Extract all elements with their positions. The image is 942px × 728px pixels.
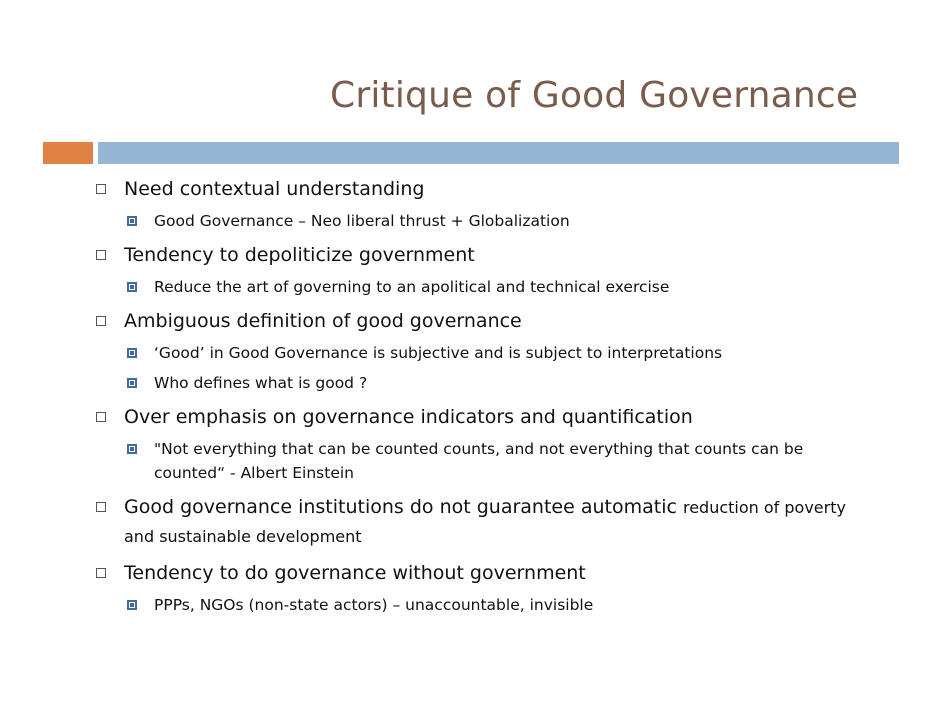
bullet-text: Over emphasis on governance indicators and quantification (124, 406, 693, 428)
accent-bar (43, 142, 93, 164)
bullet-text: Tendency to do governance without government (124, 562, 586, 584)
filled-square-bullet-icon (127, 378, 137, 388)
sub-bullet-apolitical (96, 275, 876, 299)
bullet-text: Tendency to depoliticize government (124, 244, 475, 266)
filled-square-bullet-icon (127, 348, 137, 358)
sub-bullet-text: Good Governance – Neo liberal thrust + Globalization (154, 212, 570, 230)
filled-square-bullet-icon (127, 282, 137, 292)
square-bullet-icon (96, 568, 106, 578)
sub-bullet-subjective (96, 341, 876, 365)
bullet-text: Ambiguous definition of good governance (124, 310, 522, 332)
bullet-depoliticize (96, 241, 876, 269)
sub-bullet-einstein-quote (96, 437, 876, 485)
sub-bullet-text: PPPs, NGOs (non-state actors) – unaccountable, invisible (154, 596, 594, 614)
sub-bullet-text: ‘Good’ in Good Governance is subjective and is subject to interpretations (154, 344, 723, 362)
square-bullet-icon (96, 250, 106, 260)
bullet-text: Need contextual understanding (124, 178, 425, 200)
square-bullet-icon (96, 316, 106, 326)
sub-bullet-who-defines (96, 371, 876, 395)
bullet-text: Good governance institutions do not guarantee automatic (124, 496, 677, 518)
bullet-detail-text: reduction of poverty and sustainable development (124, 498, 846, 546)
square-bullet-icon (96, 412, 106, 422)
sub-bullet-text: Reduce the art of governing to an apolitical and technical exercise (154, 278, 670, 296)
bullet-list (96, 175, 876, 617)
sub-bullet-neo-liberal (96, 209, 876, 233)
filled-square-bullet-icon (127, 444, 137, 454)
sub-bullet-text: Who defines what is good ? (154, 374, 368, 392)
sub-bullet-text: "Not everything that can be counted counts, and not everything that counts can be counted“ - Albert Einstein (154, 440, 804, 482)
title-underline-bar (98, 142, 899, 164)
filled-square-bullet-icon (127, 600, 137, 610)
square-bullet-icon (96, 502, 106, 512)
slide-title: Critique of Good Governance (330, 75, 859, 116)
square-bullet-icon (96, 184, 106, 194)
bullet-without-government (96, 559, 876, 587)
filled-square-bullet-icon (127, 216, 137, 226)
bullet-institutions (96, 493, 876, 551)
bullet-ambiguous-definition (96, 307, 876, 335)
bullet-indicators (96, 403, 876, 431)
bullet-contextual-understanding (96, 175, 876, 203)
sub-bullet-ppps-ngos (96, 593, 876, 617)
